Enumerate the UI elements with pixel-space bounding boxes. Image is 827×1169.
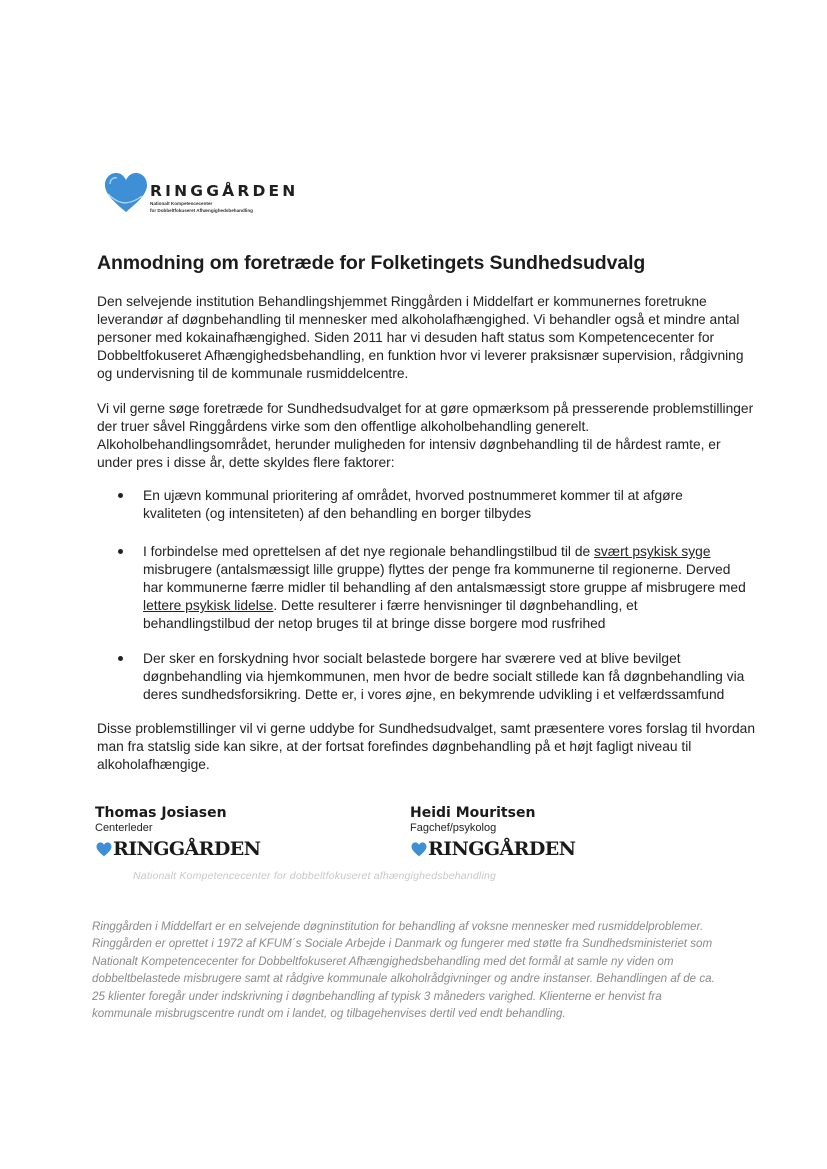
text-line: personer med kokainafhængighed. Siden 2011 har vi desuden haft status som Kompetencecenter for [97,330,715,345]
paragraph-intro [97,293,744,383]
text-line: misbrugere (antalsmæssigt lille gruppe) flyttes der penge fra kommunerne til regionerne. Derved [143,562,731,577]
text-line: under pres i disse år, dette skyldes flere faktorer: [97,455,395,470]
paragraph-request [97,400,754,472]
text-line: der truer såvel Ringgårdens virke som den offentlige alkoholbehandling generelt. [97,419,590,434]
text-line: Alkoholbehandlingsområdet, herunder muligheden for intensiv døgnbehandling til de hårdest ramte, er [97,437,721,452]
text-line: døgnbehandling via hjemkommunen, men hvor de bedre socialt stillede kan få døgnbehandling via [143,669,745,684]
text-segment: . Dette resulterer i færre henvisninger til døgnbehandling, et [273,598,638,613]
footer-line: dobbeltbelastede misbrugere samt at rådgive kommunale alkoholrådgivninger og andre instanser. Behandlingen af de ca. [92,972,715,986]
signature-block-1 [95,805,315,865]
footer-line: Ringgården er oprettet i 1972 af KFUM´s Sociale Arbejde i Danmark og fungerer med støtte fra Sundhedsministeriet som [92,937,713,951]
text-line: Den selvejende institution Behandlingshjemmet Ringgården i Middelfart er kommunernes foretrukne [97,294,707,309]
text-line: kvaliteten (og intensiteten) af den behandling en borger tilbydes [143,506,532,521]
text-line: Disse problemstillinger vil vi gerne uddybe for Sundhedsudvalget, samt præsentere vores forslag til hvordan [97,721,755,736]
text-line: man fra statslig side kan sikre, at der fortsat forefindes døgnbehandling på et højt fagligt niveau til [97,739,692,754]
text-segment: I forbindelse med oprettelsen af det nye regionale behandlingstilbud til de [143,544,594,559]
watermark-text: Nationalt Kompetencecenter for dobbeltfokuseret afhængighedsbehandling [133,870,497,882]
bullet-dot-icon [118,656,123,661]
text-line: deres sundhedsforsikring. Dette er, i vores øjne, en bekymrende udvikling i et velfærdssamfund [143,687,725,702]
bullet-dot-icon [118,549,123,554]
signatory-role: Fagchef/psykolog [410,822,497,834]
signature-logo-wordmark: RINGGÅRDEN [428,838,576,860]
text-line: behandlingstilbud der netop bruges til at bringe disse borgere mod rusfrihed [143,616,606,631]
footer-line: kommunale misbrugscentre rundt om i landet, og tilbagehenvises dertil ved endt behandling. [92,1007,566,1021]
signature-logo-wordmark: RINGGÅRDEN [113,838,261,860]
bullet-item-2 [143,543,746,633]
signature-block-2 [410,805,630,865]
text-line: En ujævn kommunal prioritering af området, hvorved postnummeret kommer til at afgøre [143,488,683,503]
heart-logo-icon [411,842,427,857]
text-line: alkoholafhængige. [97,757,210,772]
underlined-term: lettere psykisk lidelse [143,598,274,613]
bullet-item-1 [143,487,743,523]
underlined-term: svært psykisk syge [594,544,711,559]
bullet-item-3 [143,650,743,704]
text-line: Der sker en forskydning hvor socialt belastede borgere har sværere ved at blive bevilget [143,651,681,666]
logo-subtitle-2: for Dobbeltfokuseret Afhængighedsbehandling [150,208,253,213]
footer-line: Nationalt Kompetencecenter for Dobbeltfokuseret Afhængighedsbehandling med det formål at samle ny viden om [92,954,674,968]
logo-wordmark: RINGGÅRDEN [150,182,299,200]
text-line: Dobbeltfokuseret Afhængighedsbehandling, en funktion hvor vi leverer praksisnær supervision, rådgivning [97,348,744,363]
footer-line: 25 klienter foregår under indskrivning i døgnbehandling af typisk 3 måneders varighed. Klienterne er henvist fra [92,989,662,1003]
footer-line: Ringgården i Middelfart er en selvejende døgninstitution for behandling af voksne mennesker med rusmiddelproblemer. [92,920,704,933]
bullet-dot-icon [118,493,123,498]
text-line: har kommunerne færre midler til behandling af den antalsmæssigt store gruppe af misbrugere med [143,580,746,595]
footer-description [92,918,742,1022]
logo-subtitle-1: Nationalt Kompetencecenter [150,201,213,206]
signatory-name: Thomas Josiasen [95,805,227,821]
signatory-name: Heidi Mouritsen [410,805,536,821]
text-line: og undervisning til de kommunale rusmiddelcentre. [97,366,409,381]
document-title: Anmodning om foretræde for Folketingets Sundhedsudvalg [97,252,646,274]
heart-logo-icon [96,842,112,857]
signatory-role: Centerleder [95,822,153,834]
heart-logo-icon [104,172,148,214]
paragraph-closing [97,720,755,774]
header-logo [104,172,364,218]
text-line: Vi vil gerne søge foretræde for Sundhedsudvalget for at gøre opmærksom på presserende problemstillinger [97,401,754,416]
text-line: leverandør af døgnbehandling til mennesker med alkoholafhængighed. Vi behandler også et mindre antal [97,312,740,327]
